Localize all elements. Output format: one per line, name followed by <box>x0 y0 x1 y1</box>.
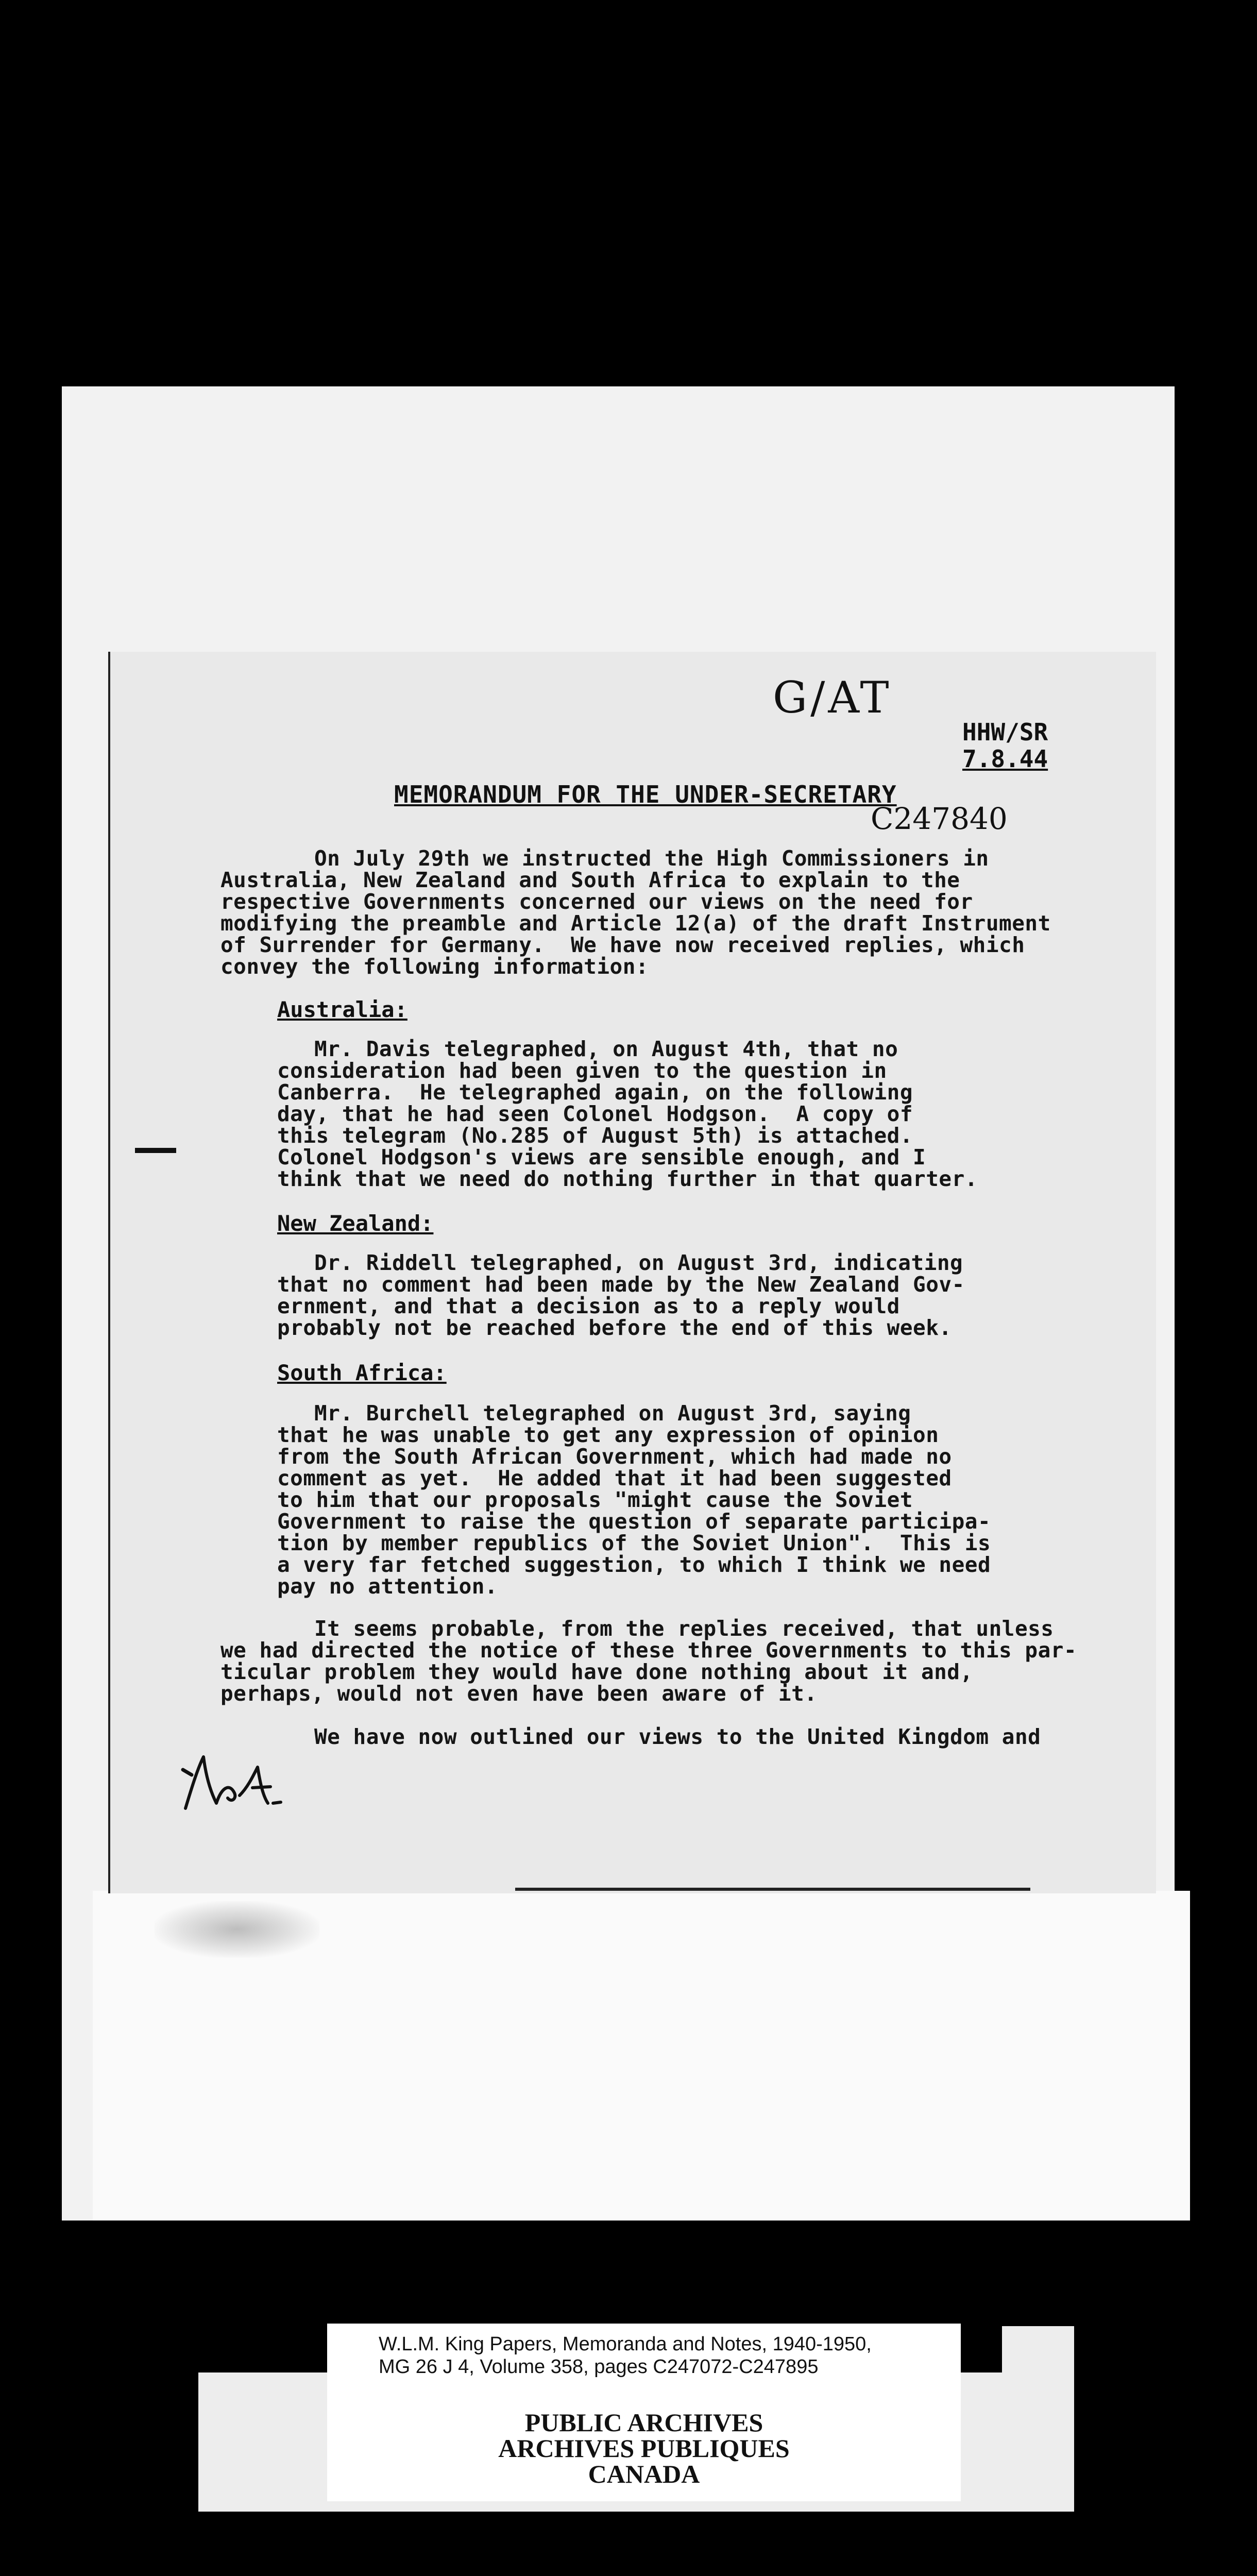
reference-initials: HHW/SR <box>962 718 1048 746</box>
new-zealand-line: Dr. Riddell telegraphed, on August 3rd, indicating <box>314 1250 963 1275</box>
south-africa-line: from the South African Government, which had made no <box>277 1444 952 1469</box>
margin-mark <box>135 1148 176 1153</box>
memo-title: MEMORANDUM FOR THE UNDER-SECRETARY <box>394 781 897 808</box>
handwritten-initials-signature <box>180 1747 294 1819</box>
public-archives-stamp <box>327 2398 961 2501</box>
australia-line: Mr. Davis telegraphed, on August 4th, that no <box>314 1037 898 1061</box>
citation-line-1: W.L.M. King Papers, Memoranda and Notes, 1940-1950, <box>379 2333 872 2355</box>
archives-line-1: PUBLIC ARCHIVES <box>524 2408 763 2437</box>
australia-line: day, that he had seen Colonel Hodgson. A copy of <box>277 1101 913 1126</box>
south-africa-line: tion by member republics of the Soviet Union". This is <box>277 1531 991 1555</box>
document-number-stamp: C247840 <box>871 801 1008 836</box>
citation-label <box>327 2324 961 2398</box>
australia-line: Canberra. He telegraphed again, on the following <box>277 1080 913 1105</box>
south-africa-line: pay no attention. <box>277 1574 498 1599</box>
new-zealand-line: probably not be reached before the end of this week. <box>277 1315 952 1340</box>
south-africa-line: Mr. Burchell telegraphed on August 3rd, saying <box>314 1401 911 1426</box>
intro-line: On July 29th we instructed the High Commissioners in <box>314 846 989 871</box>
intro-line: convey the following information: <box>220 954 649 979</box>
archives-line-3: CANADA <box>588 2460 700 2488</box>
south-africa-line: comment as yet. He added that it had been suggested <box>277 1466 952 1490</box>
handwritten-file-code: G/AT <box>773 672 892 723</box>
intro-line: of Surrender for Germany. We have now received replies, which <box>220 933 1025 957</box>
conclusion-line: ticular problem they would have done nothing about it and, <box>220 1659 973 1684</box>
south-africa-line: a very far fetched suggestion, to which I think we need <box>277 1552 991 1577</box>
new-zealand-line: that no comment had been made by the New Zealand Gov- <box>277 1272 965 1297</box>
south-africa-line: Government to raise the question of separate participa- <box>277 1509 991 1534</box>
reference-block <box>962 719 1048 772</box>
final-line: We have now outlined our views to the United Kingdom and <box>314 1724 1041 1749</box>
reference-date: 7.8.44 <box>962 745 1048 773</box>
paper-smudge <box>155 1901 319 1958</box>
intro-line: respective Governments concerned our views on the need for <box>220 889 973 914</box>
section-heading-new-zealand: New Zealand: <box>277 1211 434 1236</box>
conclusion-line: It seems probable, from the replies received, that unless <box>314 1616 1054 1641</box>
new-zealand-line: ernment, and that a decision as to a reply would <box>277 1294 900 1318</box>
intro-line: Australia, New Zealand and South Africa to explain to the <box>220 868 960 892</box>
page-edge-line <box>515 1888 1030 1891</box>
archives-line-2: ARCHIVES PUBLIQUES <box>498 2434 790 2463</box>
conclusion-line: perhaps, would not even have been aware of it. <box>220 1681 818 1706</box>
section-heading-south-africa: South Africa: <box>277 1360 447 1385</box>
label-card-shadow-left <box>198 2326 327 2372</box>
australia-line: this telegram (No.285 of August 5th) is attached. <box>277 1123 913 1148</box>
australia-line: Colonel Hodgson's views are sensible enough, and I <box>277 1145 926 1170</box>
label-card-shadow-right <box>961 2326 1002 2372</box>
south-africa-line: to him that our proposals "might cause the Soviet <box>277 1487 913 1512</box>
conclusion-line: we had directed the notice of these three Governments to this par- <box>220 1638 1077 1663</box>
intro-line: modifying the preamble and Article 12(a) of the draft Instrument <box>220 911 1051 936</box>
south-africa-line: that he was unable to get any expression of opinion <box>277 1422 939 1447</box>
australia-line: consideration had been given to the question in <box>277 1058 887 1083</box>
section-heading-australia: Australia: <box>277 997 407 1022</box>
australia-line: think that we need do nothing further in that quarter. <box>277 1166 978 1191</box>
citation-line-2: MG 26 J 4, Volume 358, pages C247072-C247895 <box>379 2356 819 2378</box>
